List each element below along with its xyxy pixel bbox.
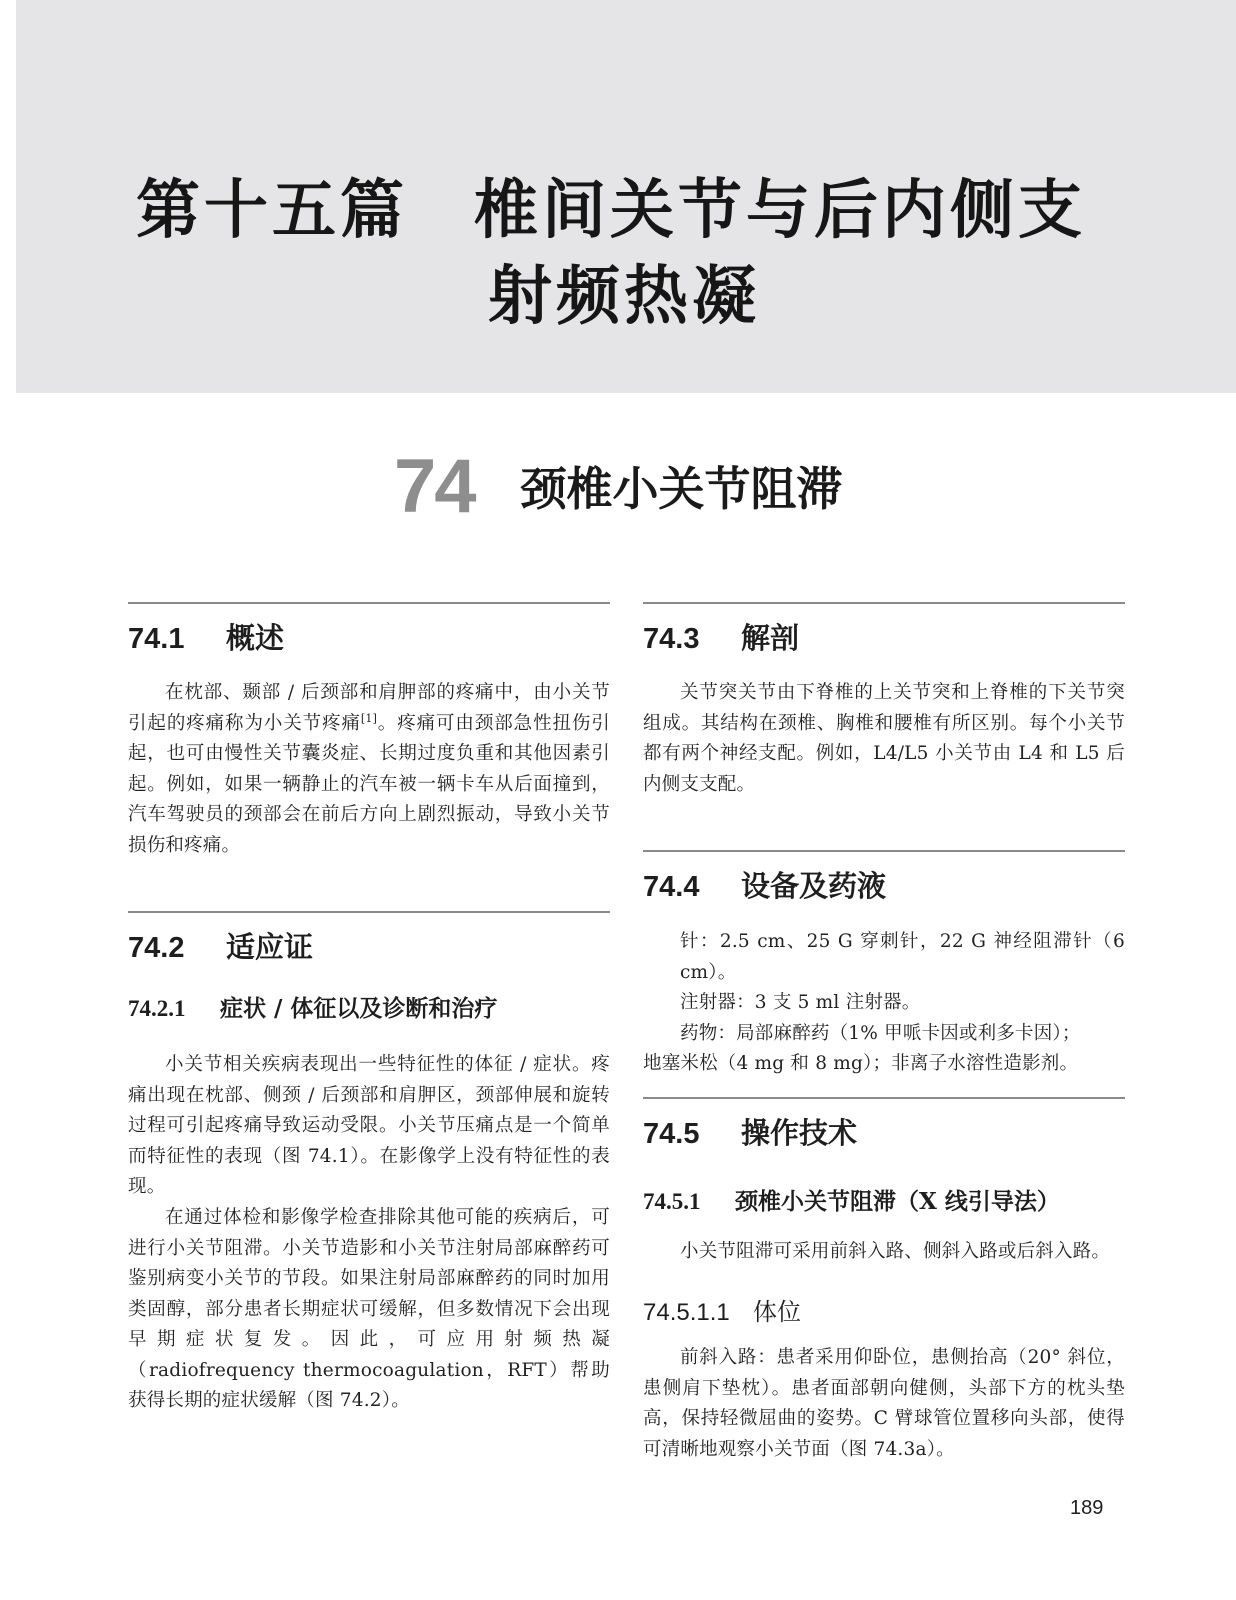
part-label: 第十五篇 [136, 173, 408, 248]
section-number: 74.2 [128, 932, 185, 964]
section-title: 操作技术 [741, 1116, 858, 1150]
section-heading [643, 1111, 1125, 1152]
subsection-74-2-1 [128, 990, 610, 1023]
section-number: 74.5 [643, 1118, 700, 1150]
indications-paragraph-2: 在通过体检和影像学检查排除其他可能的疾病后，可进行小关节阻滞。小关节造影和小关节注射局部麻醉药可鉴别病变小关节的节段。如果注射局部麻醉药的同时加用类固醇，部分患者长期症状可缓解，但多数情况下会出现早期症状复发。因此，可应用射频热凝（radiofrequency thermocoagulation，RFT）帮助获得长期的症状缓解（图 74.2）。 [128, 1207, 610, 1411]
section-title: 设备及药液 [741, 869, 887, 903]
section-number: 74.3 [643, 623, 700, 655]
subsection-title: 颈椎小关节阻滞（X 线引导法） [735, 1188, 1060, 1215]
section-heading [128, 616, 610, 657]
section-title: 解剖 [741, 621, 800, 655]
section-title: 适应证 [226, 930, 314, 964]
citation: [1] [360, 711, 378, 725]
section-title: 概述 [226, 621, 285, 655]
subsubsection-74-5-1-1 [643, 1292, 801, 1327]
position-paragraph: 前斜入路：患者采用仰卧位，患侧抬高（20° 斜位，患侧肩下垫枕）。患者面部朝向健侧，头部下方的枕头垫高，保持轻微屈曲的姿势。C 臂球管位置移向头部，使得可清晰地观察小关节面（图 74.3a）。 [643, 1347, 1125, 1460]
indications-paragraph-1: 小关节相关疾病表现出一些特征性的体征 / 症状。疼痛出现在枕部、侧颈 / 后颈部和肩胛区，颈部伸展和旋转过程可引起疼痛导致运动受限。小关节压痛点是一个简单而特征性的表现（图 74.1）。在影像学上没有特征性的表现。 [128, 1054, 610, 1197]
part-title-line2: 射频热凝 [488, 259, 760, 334]
section-rule [643, 1097, 1125, 1099]
section-heading [128, 925, 610, 966]
equipment-drugs-cont: 地塞米松（4 mg 和 8 mg）；非离子水溶性造影剂。 [643, 1053, 1079, 1074]
anatomy-paragraph: 关节突关节由下脊椎的上关节突和上脊椎的下关节突组成。其结构在颈椎、胸椎和腰椎有所区别。每个小关节都有两个神经支配。例如，L4/L5 小关节由 L4 和 L5 后内侧支支配。 [643, 682, 1125, 795]
section-heading [643, 616, 1125, 657]
section-74-4 [643, 850, 1125, 905]
equipment-list [643, 927, 1125, 1080]
technique-paragraph: 小关节阻滞可采用前斜入路、侧斜入路或后斜入路。 [680, 1241, 1111, 1262]
section-number: 74.1 [128, 623, 185, 655]
section-74-5 [643, 1097, 1125, 1152]
subsubsection-title: 体位 [753, 1298, 801, 1326]
section-heading [643, 864, 1125, 905]
section-74-3 [643, 602, 1125, 657]
chapter-heading [394, 443, 843, 529]
equipment-needles: 针：2.5 cm、25 G 穿刺针，22 G 神经阻滞针（6 cm）。 [680, 931, 1125, 983]
section-number: 74.4 [643, 871, 700, 903]
subsection-number: 74.5.1 [643, 1189, 701, 1214]
equipment-syringes: 注射器：3 支 5 ml 注射器。 [680, 992, 921, 1013]
subsection-title: 症状 / 体征以及诊断和治疗 [220, 995, 498, 1022]
section-rule [643, 850, 1125, 852]
chapter-number: 74 [394, 443, 475, 529]
subsubsection-number: 74.5.1.1 [643, 1299, 730, 1326]
subsection-74-5-1 [643, 1183, 1125, 1216]
chapter-title: 颈椎小关节阻滞 [520, 462, 843, 516]
section-74-1 [128, 602, 610, 657]
equipment-drugs: 药物：局部麻醉药（1% 甲哌卡因或利多卡因）； [680, 1022, 1081, 1044]
part-title-line1: 椎间关节与后内侧支 [474, 173, 1086, 248]
part-title [0, 168, 1236, 340]
section-rule [643, 602, 1125, 604]
page-number: 189 [1070, 1497, 1104, 1519]
subsection-number: 74.2.1 [128, 996, 186, 1021]
section-rule [128, 602, 610, 604]
section-rule [128, 911, 610, 913]
overview-paragraph: 在枕部、颞部 / 后颈部和肩胛部的疼痛中，由小关节引起的疼痛称为小关节疼痛[1]。疼痛可由颈部急性扭伤引起，也可由慢性关节囊炎症、长期过度负重和其他因素引起。例如，如果一辆静止的汽车被一辆卡车从后面撞到，汽车驾驶员的颈部会在前后方向上剧烈振动，导致小关节损伤和疼痛。 [128, 682, 610, 856]
section-74-2 [128, 911, 610, 966]
